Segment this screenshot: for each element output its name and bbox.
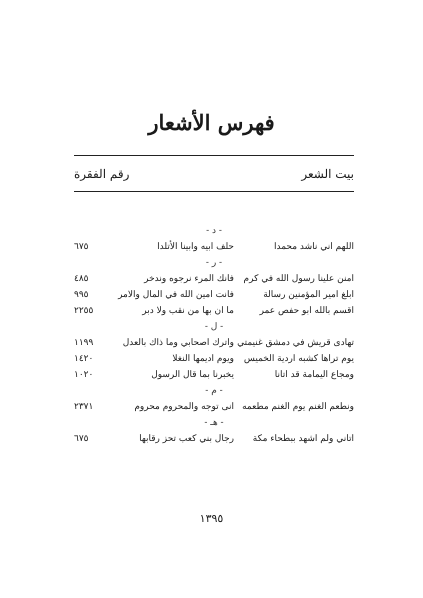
section-letter: - ل - — [204, 322, 224, 332]
paragraph-number: ٤٨٥ — [74, 274, 89, 284]
verse-column-header: بيت الشعر — [301, 167, 354, 181]
section-letter: - د - — [206, 226, 222, 236]
paragraph-number: ١٠٢٠ — [74, 370, 94, 380]
list-item — [74, 239, 354, 255]
verse-second-half: فانك المرء نرجوه وندخر — [144, 274, 234, 284]
paragraph-number: ٩٩٥ — [74, 290, 89, 300]
list-item — [74, 271, 354, 287]
verse-first-half: اتاني ولم اشهد ببطحاء مكة — [252, 434, 354, 444]
section-letter: - ر - — [205, 258, 223, 268]
verse-second-half: انى توجه والمحروم محروم — [134, 402, 234, 412]
page-number: ١٣٩٥ — [199, 512, 224, 525]
verse-first-half: يوم تراها كشبه اردية الخميس — [243, 354, 354, 364]
verse-second-half: حلف ابيه وابينا الأتلدا — [157, 242, 234, 252]
verse-first-half: تهادى قريش في دمشق غنيمتي — [237, 338, 354, 348]
table-header — [74, 163, 354, 185]
list-item — [74, 351, 354, 367]
verse-second-half: فانت امين الله في المال والامر — [118, 290, 234, 300]
verse-second-half: واترك اصحابي وما ذاك بالعدل — [122, 338, 234, 348]
list-item — [74, 335, 354, 351]
verse-first-half: امنن علينا رسول الله في كرم — [243, 274, 354, 284]
section-letter: - هـ - — [204, 418, 224, 428]
paragraph-number: ٦٧٥ — [74, 242, 89, 252]
verse-first-half: ابلغ امير المؤمنين رسالة — [263, 290, 354, 300]
verse-second-half: ويوم اديمها النغلا — [172, 354, 234, 364]
verse-first-half: ونطعم الغنم يوم الغنم مطعمه — [242, 402, 354, 412]
list-item — [74, 303, 354, 319]
verse-second-half: يخبرنا بما قال الرسول — [151, 370, 234, 380]
number-column-header: رقم الفقرة — [74, 167, 130, 181]
verse-second-half: ما ان بها من نقب ولا دبر — [142, 306, 234, 316]
paragraph-number: ٢٢٥٥ — [74, 306, 94, 316]
paragraph-number: ٢٣٧١ — [74, 402, 94, 412]
verse-first-half: اللهم اني ناشد محمدا — [273, 242, 354, 252]
header-rule-bottom — [74, 191, 354, 192]
section-letter: - م - — [205, 386, 223, 396]
list-item — [74, 399, 354, 415]
verse-first-half: ومجاع اليمامة قد اتانا — [274, 370, 354, 380]
entries-list — [74, 223, 354, 447]
verse-second-half: رجال بني كعب تحز رقابها — [139, 434, 234, 444]
paragraph-number: ٦٧٥ — [74, 434, 89, 444]
paragraph-number: ١٤٢٠ — [74, 354, 94, 364]
list-item — [74, 431, 354, 447]
page-title: فهرس الأشعار — [148, 110, 275, 135]
header-rule-top — [74, 155, 354, 156]
verse-first-half: اقسم بالله ابو حفص عمر — [259, 306, 354, 316]
paragraph-number: ١١٩٩ — [74, 338, 94, 348]
list-item — [74, 287, 354, 303]
list-item — [74, 367, 354, 383]
